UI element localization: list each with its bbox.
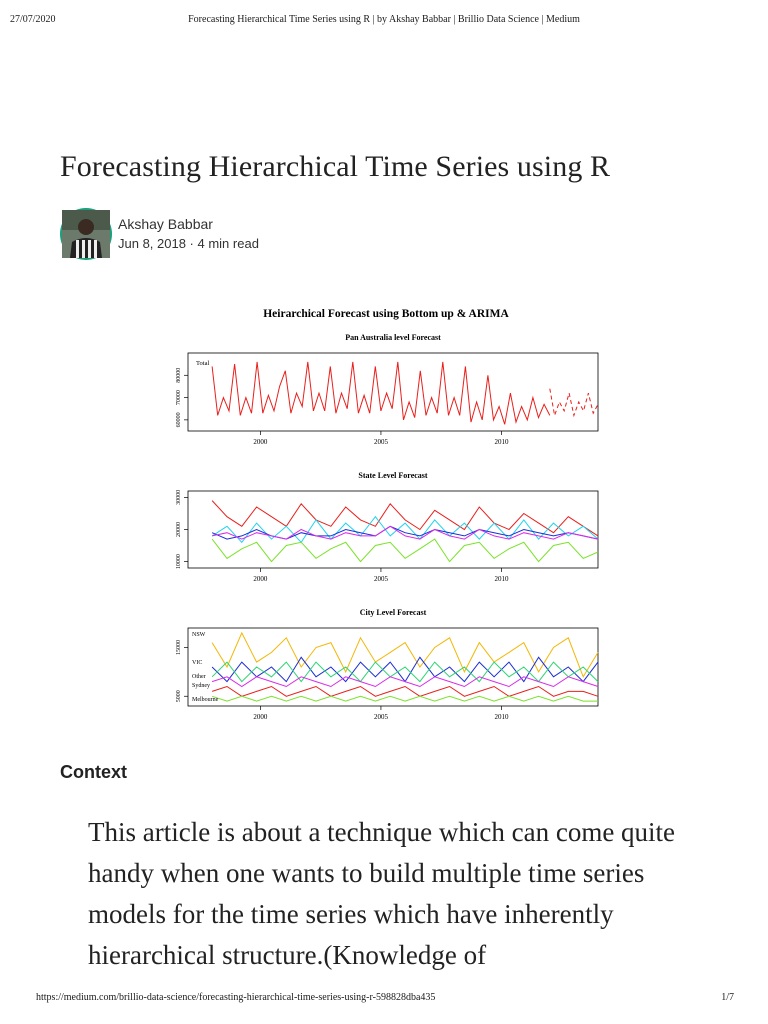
body-paragraph: This article is about a technique which can come quite handy when one wants to build multiple time series models for the time series which have inherently hierarchical structure.(Knowledge of xyxy=(88,817,676,970)
series-label: Total xyxy=(196,360,210,367)
series-label: Melbourne xyxy=(192,697,219,703)
forecast-chart xyxy=(160,300,610,721)
series-line-vic xyxy=(212,517,598,543)
print-url: https://medium.com/brillio-data-science/forecasting-hierarchical-time-series-using-r-598828dba435 xyxy=(36,992,436,1003)
y-tick-label: 20000 xyxy=(176,522,182,537)
y-tick-label: 70000 xyxy=(176,390,182,406)
x-tick-label: 2005 xyxy=(373,438,388,446)
x-tick-label: 2005 xyxy=(373,713,388,721)
article-title: Forecasting Hierarchical Time Series using R xyxy=(60,150,611,183)
y-tick-label: 5000 xyxy=(176,690,182,703)
series-line-wa xyxy=(212,539,598,562)
x-tick-label: 2000 xyxy=(253,575,268,583)
author-name[interactable]: Akshay Babbar xyxy=(118,216,213,232)
panel-frame xyxy=(188,491,598,568)
panel-title: City Level Forecast xyxy=(359,608,427,617)
publish-meta: Jun 8, 2018 · 4 min read xyxy=(118,236,259,251)
series-label: Sydney xyxy=(192,683,210,689)
series-line-sydney xyxy=(212,677,598,687)
y-tick-label: 15000 xyxy=(176,640,182,655)
panel-title: Pan Australia level Forecast xyxy=(345,333,441,342)
y-tick-label: 30000 xyxy=(176,489,182,505)
x-tick-label: 2010 xyxy=(494,438,509,446)
figure-title: Heirarchical Forecast using Bottom up & ARIMA xyxy=(263,308,509,320)
print-header xyxy=(0,14,768,30)
x-tick-label: 2005 xyxy=(373,575,388,583)
series-label: NSW xyxy=(192,632,206,638)
y-tick-label: 80000 xyxy=(176,367,182,383)
panel-frame xyxy=(188,353,598,431)
print-page-title: Forecasting Hierarchical Time Series using R | by Akshay Babbar | Brillio Data Science | Medium xyxy=(188,14,580,25)
y-tick-label: 10000 xyxy=(176,554,182,570)
series-line-nsw xyxy=(212,633,598,677)
avatar[interactable] xyxy=(60,208,112,260)
x-tick-label: 2000 xyxy=(253,713,268,721)
x-tick-label: 2000 xyxy=(253,438,268,446)
x-tick-label: 2010 xyxy=(494,713,509,721)
panel-title: State Level Forecast xyxy=(358,471,428,480)
series-label: VIC xyxy=(192,660,203,666)
series-line-total xyxy=(212,362,550,424)
section-heading: Context xyxy=(60,762,127,782)
series-line-total-forecast- xyxy=(550,389,598,416)
x-tick-label: 2010 xyxy=(494,575,509,583)
forecast-figure xyxy=(160,300,610,721)
series-line-nsw xyxy=(212,501,598,536)
avatar-image xyxy=(62,210,110,258)
series-line-adelaide xyxy=(212,696,598,701)
y-tick-label: 60000 xyxy=(176,412,182,428)
series-label: Other xyxy=(192,674,206,680)
series-line-melbourne xyxy=(212,687,598,697)
print-date: 27/07/2020 xyxy=(10,14,56,25)
series-line-other xyxy=(212,662,598,682)
page-number: 1/7 xyxy=(721,992,734,1003)
